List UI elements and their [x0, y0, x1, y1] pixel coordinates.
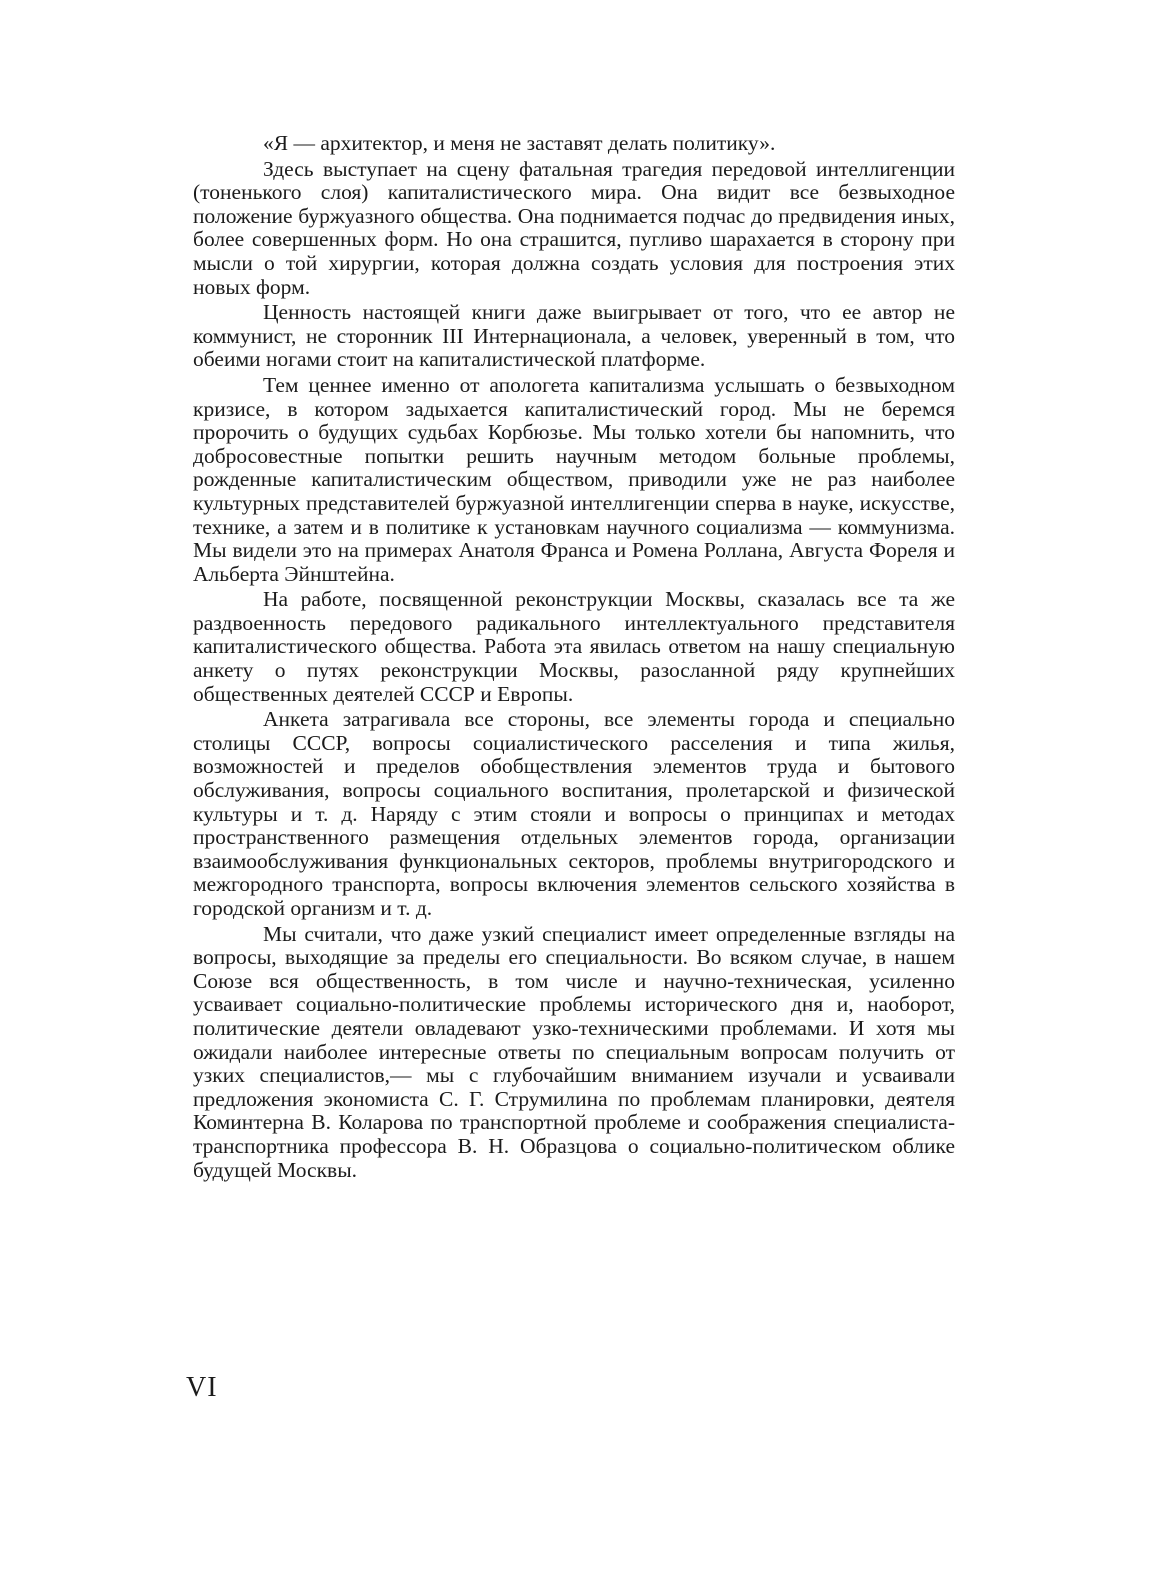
paragraph-moscow-work: На работе, посвященной реконструкции Москвы, сказалась все та же раздвоенность передового радикального интеллектуального представителя капиталистического общества. Работа эта явилась ответом на нашу специальную анкету о путях реконструкции Москвы, разосланной ряду крупнейших общественных деятелей СССР и Европы.	[193, 587, 955, 706]
page-body	[193, 132, 955, 1184]
paragraph-crisis: Тем ценнее именно от апологета капитализма услышать о безвыходном кризисе, в котором задыхается капиталистический город. Мы не беремся пророчить о будущих судьбах Корбюзье. Мы только хотели бы напомнить, что добросовестные попытки решить научным методом больные проблемы, рожденные капиталистическим обществом, приводили уже не раз наиболее культурных представителей буржуазной интеллигенции сперва в науке, искусстве, технике, а затем и в политике к установкам научного социализма — коммунизма. Мы видели это на примерах Анатоля Франса и Ромена Роллана, Августа Фореля и Альберта Эйнштейна.	[193, 372, 955, 586]
paragraph-specialists: Мы считали, что даже узкий специалист имеет определенные взгляды на вопросы, выходящие за пределы его специальности. Во всяком случае, в нашем Союзе вся общественность, в том числе и научно-техническая, усиленно усваивает социально-политические проблемы исторического дня и, наоборот, политические деятели овладевают узко-техническими проблемами. И хотя мы ожидали наиболее интересные ответы по специальным вопросам получить от узких специалистов,— мы с глубочайшим вниманием изучали и усваивали предложения экономиста С. Г. Струмилина по проблемам планировки, деятеля Коминтерна В. Коларова по транспортной проблеме и соображения специалиста-транспортника профессора В. Н. Образцова о социально-политическом облике будущей Москвы.	[193, 921, 955, 1182]
paragraph-tragedy: Здесь выступает на сцену фатальная трагедия передовой интеллигенции (тоненького слоя) капиталистического мира. Она видит все безвыходное положение буржуазного общества. Она поднимается подчас до предвидения иных, более совершенных форм. Но она страшится, пугливо шарахается в сторону при мысли о той хирургии, которая должна создать условия для построения этих новых форм.	[193, 156, 955, 299]
page-number: VI	[186, 1372, 218, 1403]
paragraph-value: Ценность настоящей книги даже выигрывает от того, что ее автор не коммунист, не сторонник III Интернационала, а человек, уверенный в том, что обеими ногами стоит на капиталистической платформе.	[193, 300, 955, 372]
paragraph-questionnaire: Анкета затрагивала все стороны, все элементы города и специально столицы СССР, вопросы социалистического расселения и типа жилья, возможностей и пределов обобществления элементов труда и бытового обслуживания, вопросы социального воспитания, пролетарской и физической культуры и т. д. Наряду с этим стояли и вопросы о принципах и методах пространственного размещения отдельных элементов города, организации взаимообслуживания функциональных секторов, проблемы внутригородского и межгородного транспорта, вопросы включения элементов сельского хозяйства в городской организм и т. д.	[193, 707, 955, 920]
paragraph-quote: «Я — архитектор, и меня не заставят делать политику».	[263, 131, 776, 155]
